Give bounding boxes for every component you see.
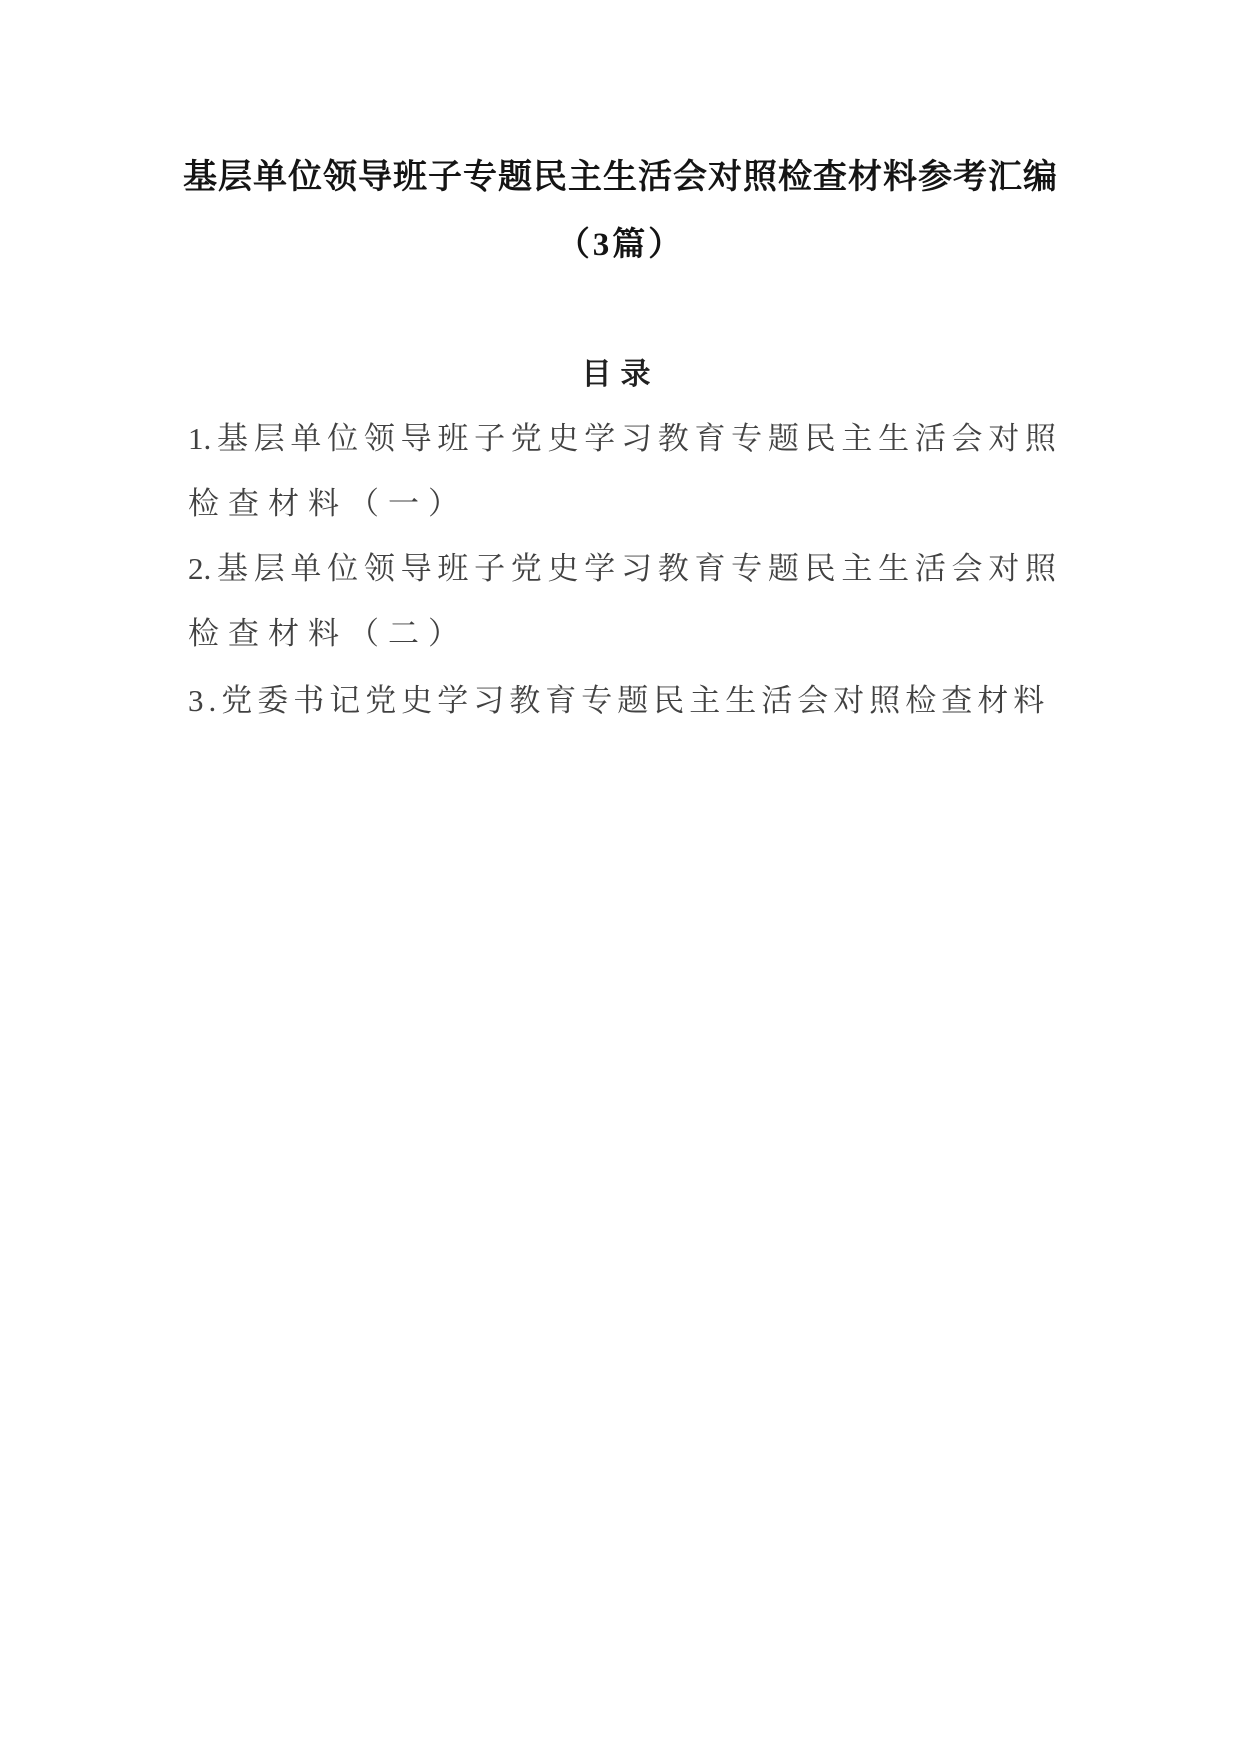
toc-entry-2-line-1: 2.基层单位领导班子党史学习教育专题民主生活会对照 <box>188 551 1056 586</box>
document-title: 基层单位领导班子专题民主生活会对照检查材料参考汇编 <box>183 159 1058 196</box>
toc-entry-1-line-2: 检查材料（一） <box>188 486 468 521</box>
toc-heading: 目录 <box>581 358 660 391</box>
toc-entry-2-line-2: 检查材料（二） <box>188 616 468 651</box>
toc-entry-1-line-1: 1.基层单位领导班子党史学习教育专题民主生活会对照 <box>188 421 1056 456</box>
document-subtitle: （3篇） <box>556 227 685 263</box>
toc-entry-3-line-1: 3.党委书记党史学习教育专题民主生活会对照检查材料 <box>188 683 1050 718</box>
